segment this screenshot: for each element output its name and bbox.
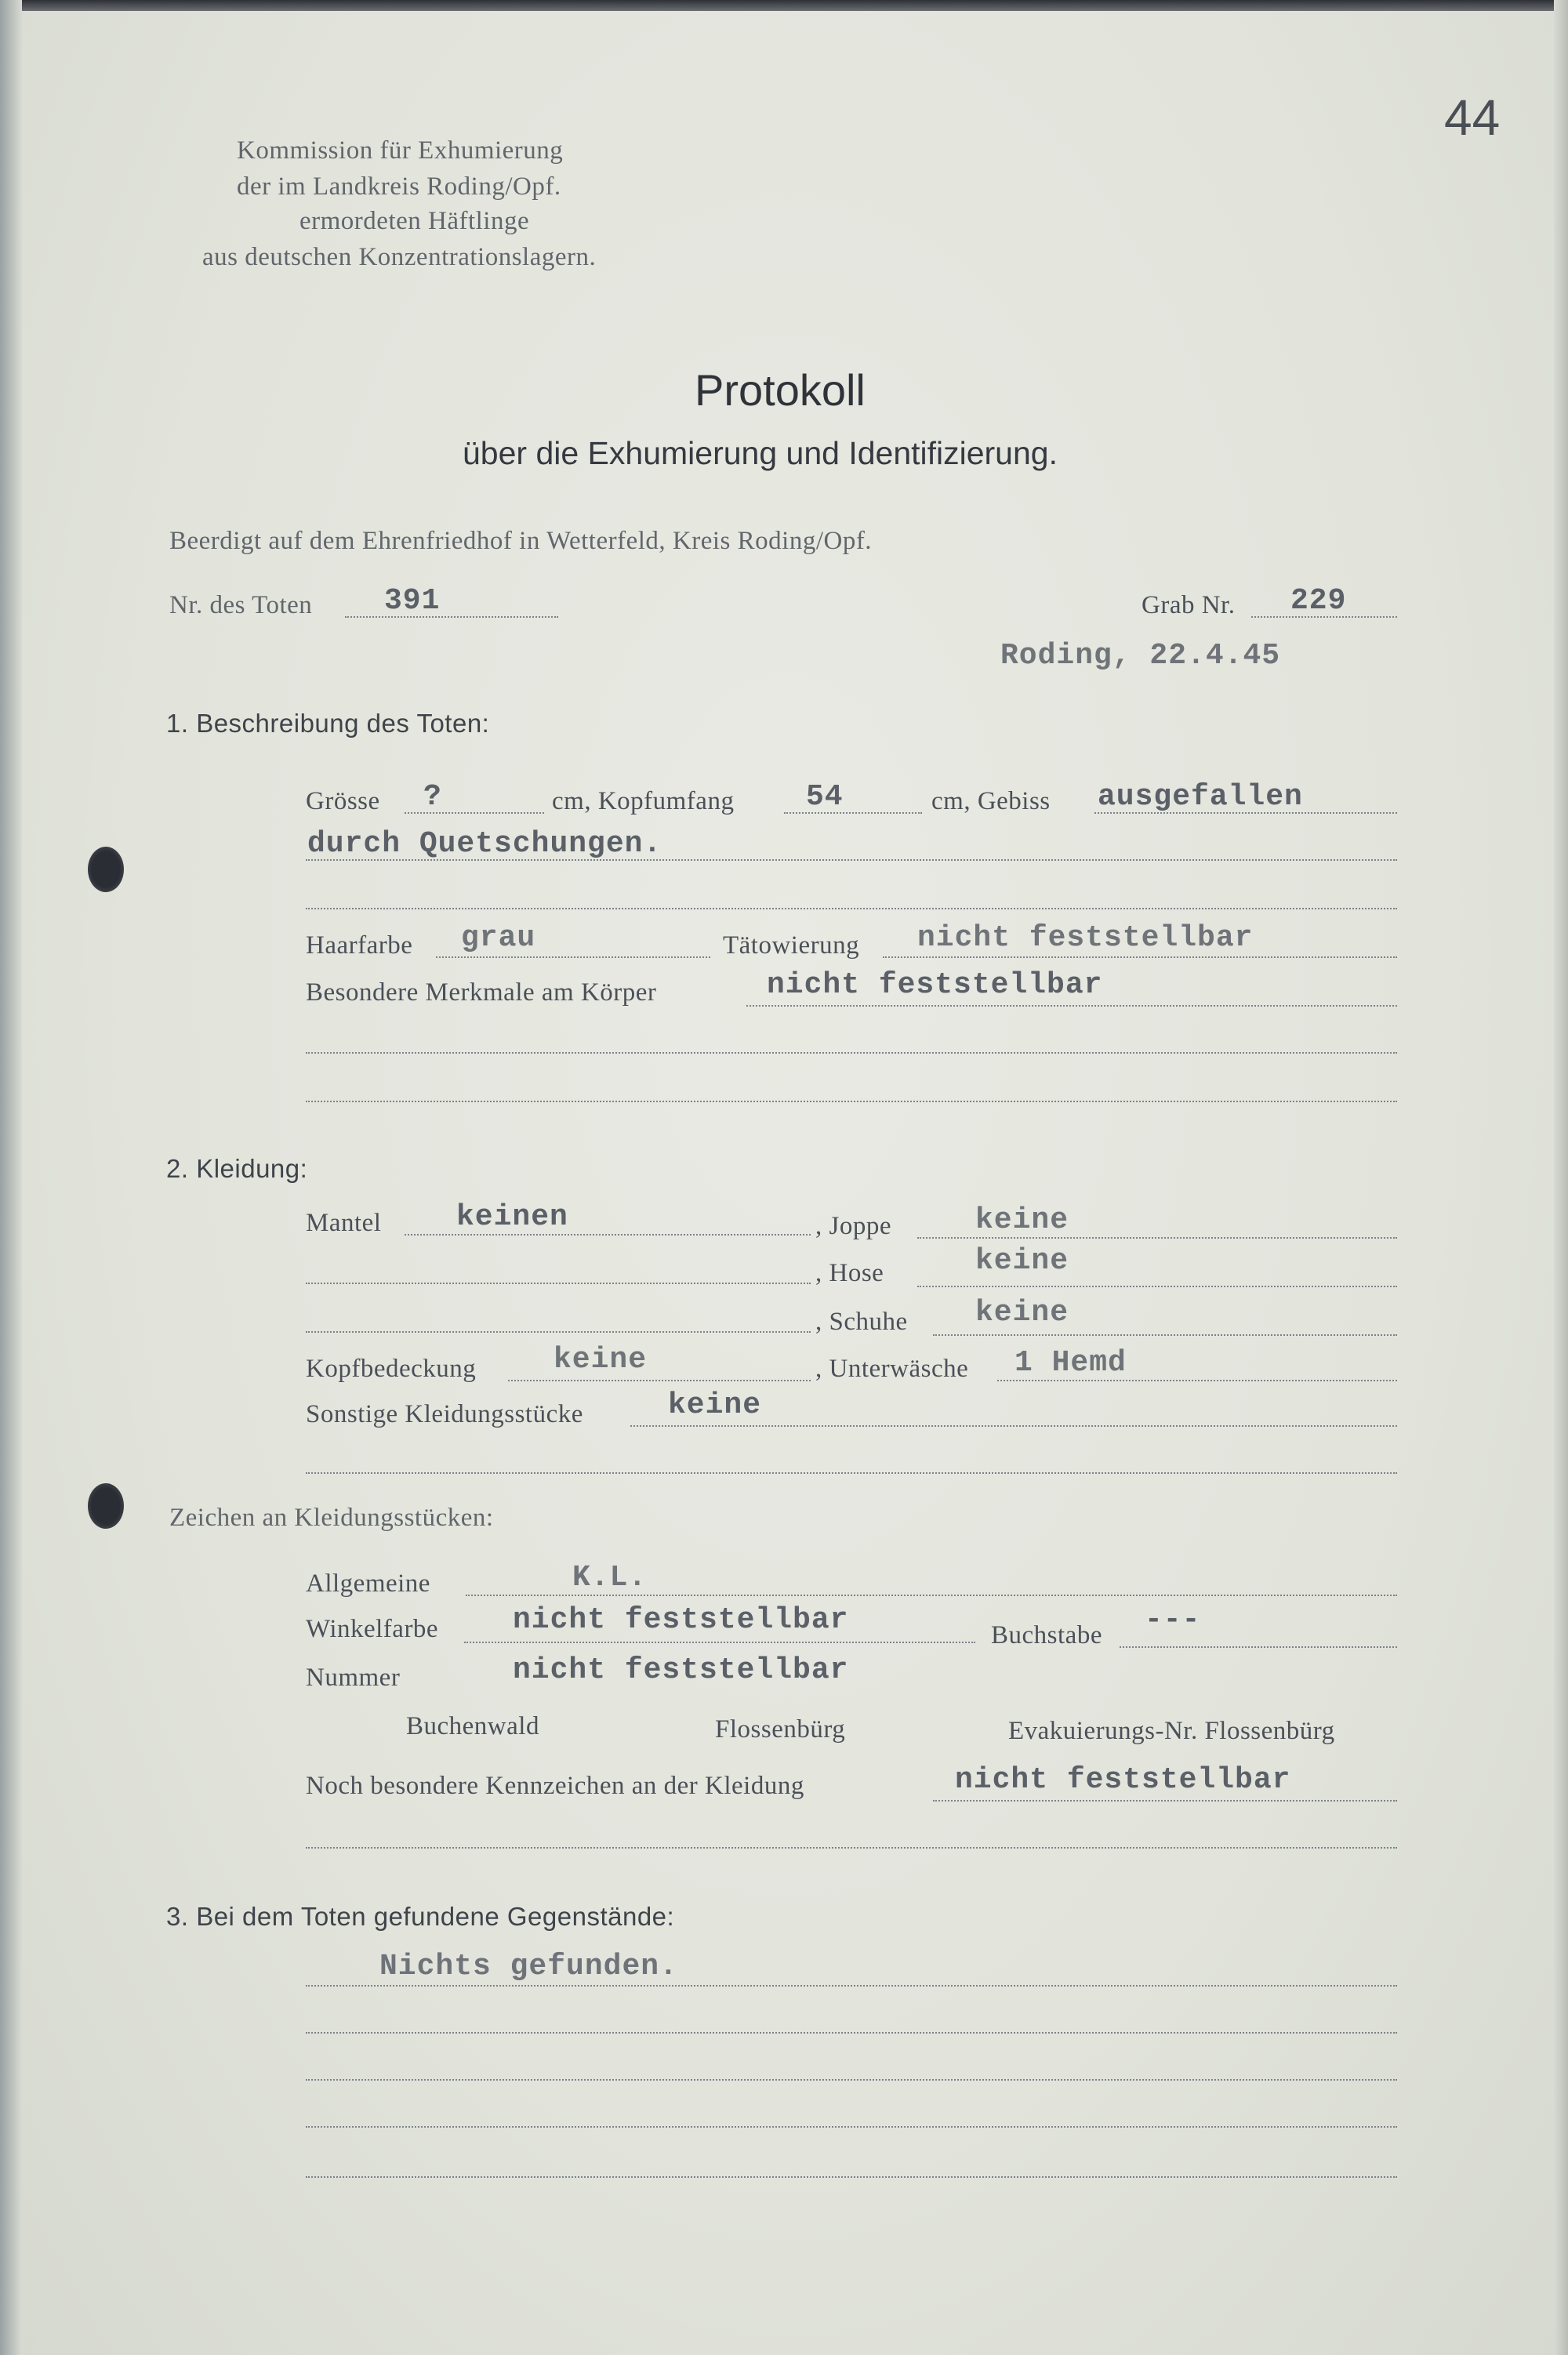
dotted-line	[306, 859, 1397, 861]
column-flossenbuerg: Flossenbürg	[715, 1715, 846, 1744]
dotted-line	[306, 2079, 1397, 2081]
head-circumference-value: 54	[806, 780, 844, 814]
dotted-line	[306, 1283, 811, 1284]
triangle-color-label: Winkelfarbe	[306, 1615, 439, 1643]
place-date: Roding, 22.4.45	[1000, 639, 1281, 673]
underwear-value: 1 Hemd	[1014, 1346, 1127, 1380]
punch-hole	[88, 1483, 124, 1529]
dotted-line	[917, 1237, 1397, 1239]
dotted-line	[306, 1472, 1397, 1474]
column-buchenwald: Buchenwald	[406, 1712, 539, 1740]
dotted-line	[746, 1005, 1397, 1007]
dotted-line	[933, 1334, 1397, 1336]
clothing-marks-heading: Zeichen an Kleidungsstücken:	[169, 1504, 494, 1532]
document-page	[22, 11, 1554, 2355]
hair-color-label: Haarfarbe	[306, 931, 413, 960]
other-clothing-value: keine	[668, 1388, 762, 1422]
jacket-value: keine	[975, 1203, 1069, 1237]
section-2-heading: 2. Kleidung:	[166, 1154, 308, 1183]
document-subtitle: über die Exhumierung und Identifizierung.	[463, 435, 1058, 471]
trousers-label: , Hose	[815, 1259, 884, 1287]
dotted-line	[997, 1380, 1397, 1381]
dotted-line	[306, 1985, 1397, 1987]
height-value: ?	[423, 780, 442, 814]
page-number: 44	[1444, 89, 1501, 146]
commission-line-2: der im Landkreis Roding/Opf.	[237, 172, 561, 201]
dead-number-label: Nr. des Toten	[169, 591, 313, 619]
grave-number-value: 229	[1290, 584, 1347, 618]
dotted-line	[883, 956, 1397, 958]
other-clothing-label: Sonstige Kleidungsstücke	[306, 1400, 583, 1428]
dotted-line	[306, 2176, 1397, 2178]
dotted-line	[405, 1234, 811, 1236]
dotted-line	[917, 1286, 1397, 1287]
commission-line-3: ermordeten Häftlinge	[299, 207, 530, 235]
dotted-line	[306, 2126, 1397, 2128]
dotted-line	[306, 1847, 1397, 1849]
special-marks-value: nicht feststellbar	[767, 968, 1103, 1002]
special-marks-label: Besondere Merkmale am Körper	[306, 978, 657, 1007]
headwear-value: keine	[554, 1343, 648, 1377]
burial-place: Beerdigt auf dem Ehrenfriedhof in Wetterfeld, Kreis Roding/Opf.	[169, 527, 873, 555]
commission-line-4: aus deutschen Konzentrationslagern.	[202, 243, 597, 271]
other-marks-label: Noch besondere Kennzeichen an der Kleidung	[306, 1772, 804, 1800]
headwear-label: Kopfbedeckung	[306, 1355, 477, 1383]
jacket-label: , Joppe	[815, 1212, 891, 1240]
dotted-line	[306, 2032, 1397, 2034]
height-label: Grösse	[306, 787, 380, 815]
teeth-label: cm, Gebiss	[931, 787, 1051, 815]
scan-top-edge	[0, 0, 1568, 11]
general-value: K.L.	[572, 1561, 648, 1595]
tattoo-label: Tätowierung	[723, 931, 860, 960]
commission-line-1: Kommission für Exhumierung	[237, 136, 564, 165]
dotted-line	[508, 1380, 811, 1381]
general-label: Allgemeine	[306, 1569, 430, 1598]
scan-right-edge	[1554, 0, 1568, 2355]
shoes-value: keine	[975, 1296, 1069, 1330]
dotted-line	[466, 1595, 1397, 1596]
dotted-line	[306, 908, 1397, 909]
dead-number-value: 391	[384, 584, 441, 618]
document-title: Protokoll	[695, 365, 866, 415]
punch-hole	[88, 847, 124, 892]
hair-color-value: grau	[461, 921, 536, 955]
dotted-line	[306, 1331, 811, 1333]
tattoo-value: nicht feststellbar	[917, 921, 1254, 955]
dotted-line	[1120, 1646, 1397, 1648]
trousers-value: keine	[975, 1244, 1069, 1278]
coat-label: Mantel	[306, 1209, 382, 1237]
number-label: Nummer	[306, 1664, 401, 1692]
letter-value: ---	[1145, 1603, 1201, 1637]
dotted-line	[933, 1800, 1397, 1802]
dotted-line	[345, 616, 558, 618]
section-1-heading: 1. Beschreibung des Toten:	[166, 709, 490, 738]
head-circumference-label: cm, Kopfumfang	[552, 787, 735, 815]
letter-label: Buchstabe	[991, 1621, 1102, 1649]
scan-left-edge	[0, 0, 22, 2355]
number-value: nicht feststellbar	[513, 1653, 849, 1687]
found-items-value: Nichts gefunden.	[379, 1950, 678, 1983]
underwear-label: , Unterwäsche	[815, 1355, 969, 1383]
dotted-line	[436, 956, 710, 958]
shoes-label: , Schuhe	[815, 1308, 908, 1336]
teeth-value-continued: durch Quetschungen.	[307, 827, 662, 861]
dotted-line	[306, 1052, 1397, 1054]
teeth-value: ausgefallen	[1098, 780, 1303, 814]
dotted-line	[464, 1642, 975, 1643]
dotted-line	[630, 1425, 1397, 1427]
section-3-heading: 3. Bei dem Toten gefundene Gegenstände:	[166, 1902, 675, 1931]
other-marks-value: nicht feststellbar	[955, 1763, 1291, 1797]
grave-number-label: Grab Nr.	[1142, 591, 1236, 619]
dotted-line	[784, 812, 922, 814]
coat-value: keinen	[456, 1200, 568, 1234]
dotted-line	[306, 1101, 1397, 1102]
column-evacuation-number: Evakuierungs-Nr. Flossenbürg	[1008, 1717, 1335, 1745]
triangle-color-value: nicht feststellbar	[513, 1603, 849, 1637]
